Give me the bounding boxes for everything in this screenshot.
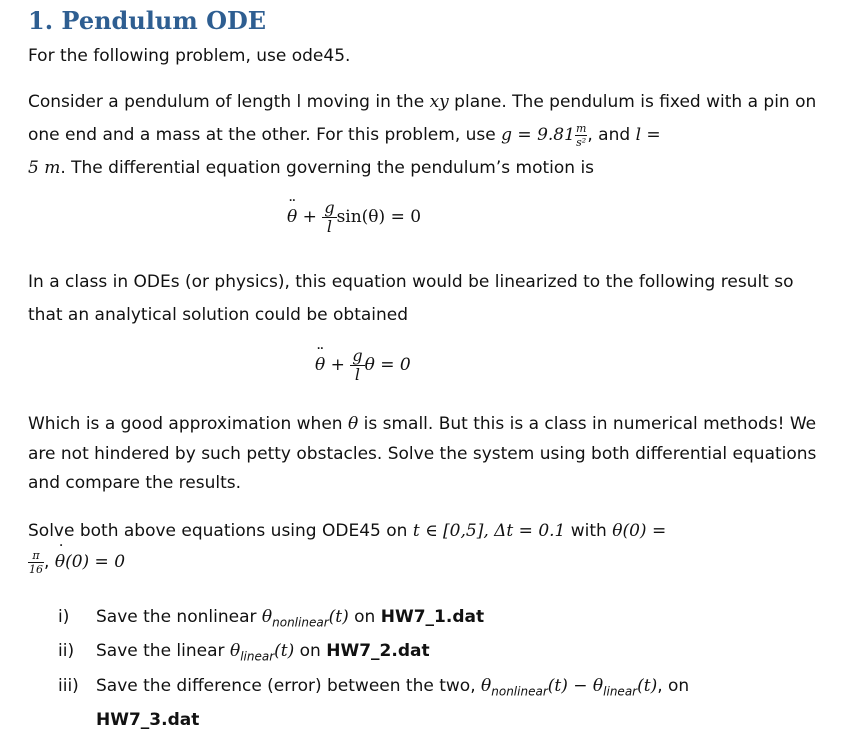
paragraph-approximation: Which is a good approximation when θ is small. But this is a class in numerical methods! We are not hindered by such petty obstacles. Solve the system using both differential equations and compare the results.	[28, 414, 817, 493]
paragraph-linearized: In a class in ODEs (or physics), this equation would be linearized to the following result so that an analytical solution could be obtained	[28, 272, 794, 325]
output-file: HW7_3.dat	[96, 710, 200, 731]
section-title: 1. Pendulum ODE	[28, 6, 267, 35]
intro-text: For the following problem, use ode45.	[28, 46, 351, 66]
paragraph-setup: Consider a pendulum of length l moving in the xy plane. The pendulum is fixed with a pin on one end and a mass at the other. For this problem, use g = 9.81 $\frac{m}{\text{s²}}$ , and l = 5 m. The differential equation governing the pendulum’s motion is	[28, 92, 817, 178]
list-item: ii) Save the linear $\theta_{linear}(t)$ on HW7_2.dat	[58, 641, 430, 664]
output-file: HW7_1.dat	[380, 607, 485, 627]
paragraph-task: Solve both above equations using ODE45 on t ∈ [0,5], Δt = 0.1 with θ(0) = $\frac{\pi}{16}$ , ˙ θ(0) = 0	[28, 516, 818, 578]
pi-over-16: $\frac{\pi}{16}$	[29, 548, 43, 576]
linear-equation: ¨ θ + $\frac{g}{l}$ θ = 0	[315, 348, 411, 383]
output-file: HW7_2.dat	[326, 641, 430, 662]
nonlinear-equation: ¨ θ + $\frac{g}{l}$ sin(θ) = 0	[287, 200, 421, 235]
length-value: 5 m	[28, 158, 61, 178]
list-item: iii) Save the difference (error) between the two, $\theta_{nonlinear}(t) - \theta_{linear}(t)$, on HW7_3.dat	[58, 675, 690, 731]
task-list	[58, 603, 828, 735]
gravity-expression: g = 9.81	[501, 125, 575, 145]
list-item: i) Save the nonlinear $\theta_{nonlinear}(t)$ on HW7_1.dat	[58, 607, 485, 630]
gravity-unit: $\frac{m}{\text{s²}}$	[575, 121, 587, 149]
